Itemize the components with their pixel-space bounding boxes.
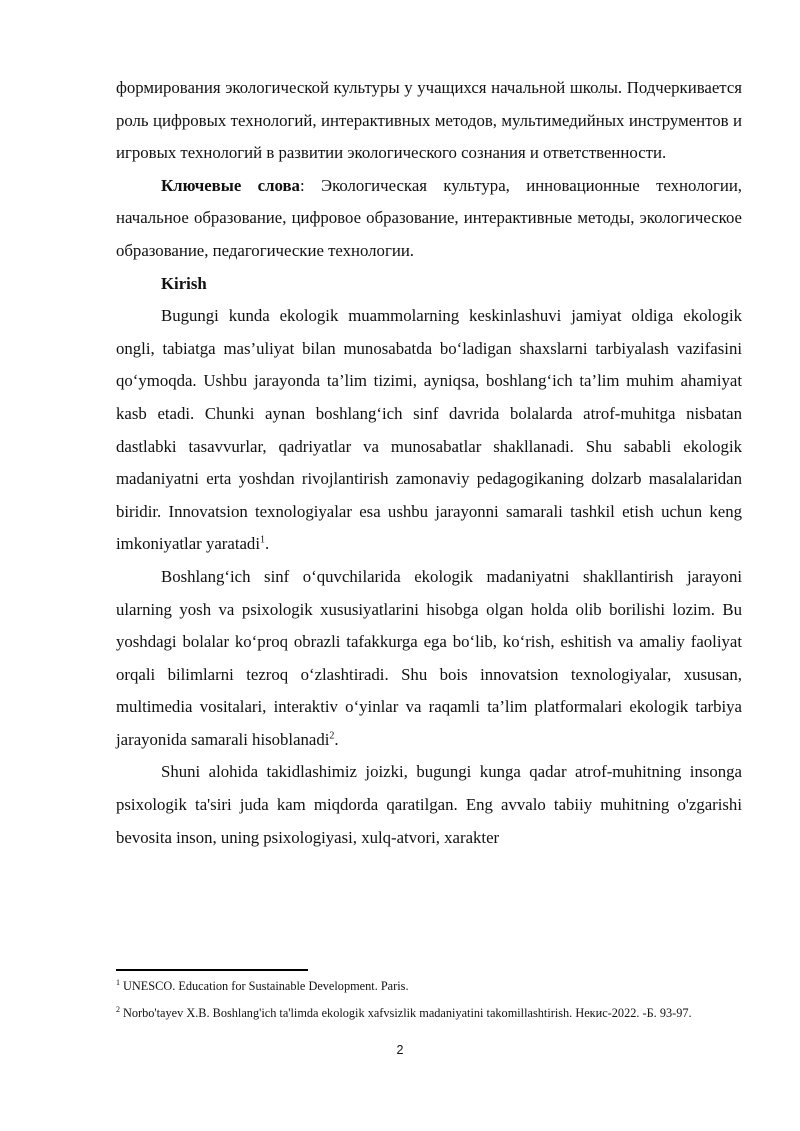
keywords-colon: : (299, 175, 305, 195)
paragraph-1-text: Bugungi kunda ekologik muammolarning keskinlashuvi jamiyat oldiga ekologik ongli, tabiatga mas’uliyat bilan munosabatda bo‘ladigan shaxslarni tarbiyalash vazifasini qo‘ymoqda. Ushbu jarayonda ta’lim tizimi, ayniqsa, boshlang‘ich ta’lim muhim ahamiyat kasb etadi. Chunki aynan boshlang‘ich sinf davrida bolalarda atrof-muhitga nisbatan dastlabki tasavvurlar, qadriyatlar va munosabatlar shakllanadi. Shu sababli ekologik madaniyatni erta yoshdan rivojlantirish zamonaviy pedagogikaning dolzarb masalalaridan biridir. Innovatsion texnologiyalar esa ushbu jarayonni samarali tashkil etish uchun keng imkoniyatlar yaratadi (116, 306, 742, 554)
footnote-2 (116, 1001, 742, 1025)
page-number: 2 (396, 1043, 404, 1057)
footnote-2-text: Norbo'tayev X.B. Boshlang'ich ta'limda ekologik xafvsizlik madaniyatini takomillashtirish. Некис-2022. -Б. 93-97. (123, 1006, 692, 1020)
footnote-1-number: 1 (116, 977, 120, 987)
section-heading: Kirish (161, 273, 207, 293)
paragraph-1 (116, 300, 742, 561)
intro-paragraph: формирования экологической культуры у учащихся начальной школы. Подчеркивается роль цифровых технологий, интерактивных методов, мультимедийных инструментов и игровых технологий в развитии экологического сознания и ответственности. (116, 78, 742, 163)
paragraph-1-end: . (265, 534, 270, 554)
footnote-ref-2[interactable]: 2 (329, 730, 335, 742)
paragraph-2-end: . (334, 729, 339, 749)
paragraph-2-text: Boshlang‘ich sinf o‘quvchilarida ekologik madaniyatni shakllantirish jarayoni ularning yosh va psixologik xususiyatlarini hisobga olgan holda olib borilishi lozim. Bu yoshdagi bolalar ko‘proq obrazli tafakkurga ega bo‘lib, ko‘rish, eshitish va amaliy faoliyat orqali bilimlarni tezroq o‘zlashtiradi. Shu bois innovatsion texnologiyalar, xususan, multimedia vositalari, interaktiv o‘yinlar va raqamli ta’lim platformalari ekologik tarbiya jarayonida samarali hisoblanadi (116, 566, 742, 749)
main-text (116, 72, 742, 854)
footnote-1 (116, 974, 742, 998)
keywords-paragraph (116, 170, 742, 268)
paragraph-3: Shuni alohida takidlashimiz joizki, bugungi kunga qadar atrof-muhitning insonga psixologik ta'siri juda kam miqdorda qaratilgan. Eng avvalo tabiiy muhitning o'zgarishi bevosita inson, uning psixologiyasi, xulq-atvori, xarakter (116, 762, 742, 847)
keywords-label: Ключевые слова (161, 175, 300, 195)
footnote-2-number: 2 (116, 1004, 120, 1014)
footnote-1-text: UNESCO. Education for Sustainable Development. Paris. (123, 979, 409, 993)
footnote-ref-1[interactable]: 1 (260, 534, 265, 546)
footnote-separator (116, 969, 308, 971)
keywords-text: Экологическая культура, инновационные технологии, начальное образование, цифровое образование, интерактивные методы, экологическое образование, педагогические технологии. (116, 175, 742, 260)
paragraph-2 (116, 561, 742, 757)
